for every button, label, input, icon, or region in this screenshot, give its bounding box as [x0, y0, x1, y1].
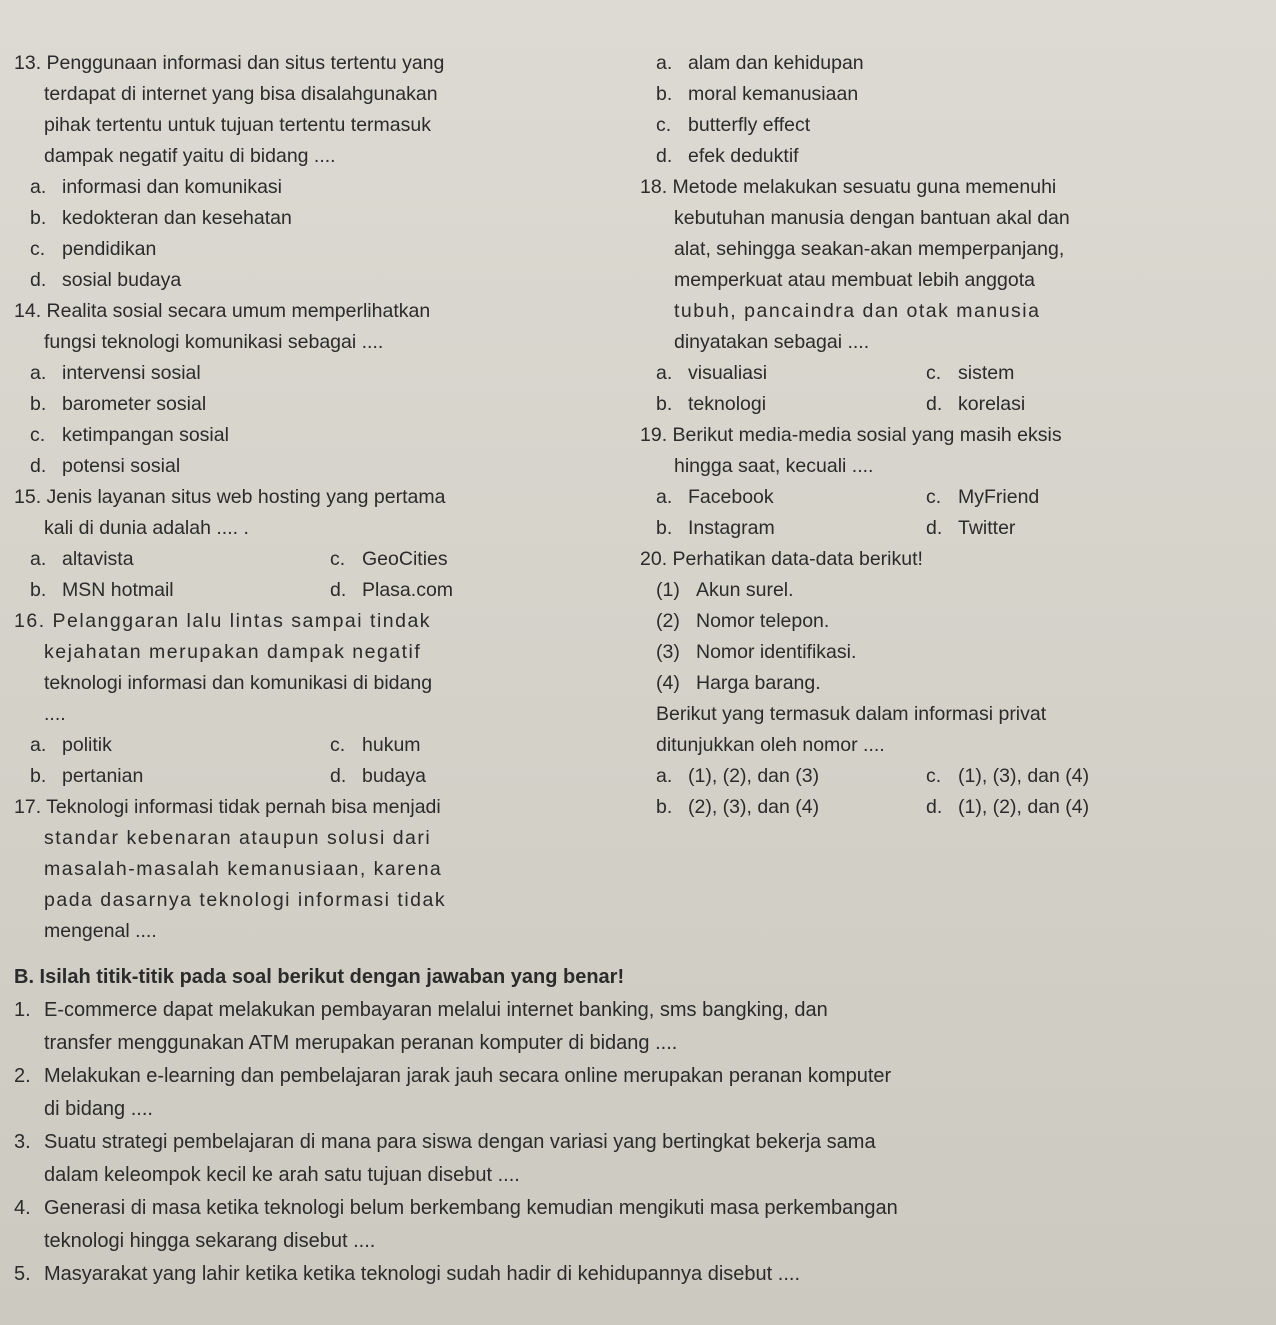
option: a. politik [30, 734, 112, 756]
question-20-continuation [640, 699, 1260, 761]
fill-in-item-3: 3. Suatu strategi pembelajaran di mana para siswa dengan variasi yang bertingkat bekerja sama dalam keleompok kecil ke arah satu tujuan disebut .... [14, 1131, 876, 1186]
data-list [640, 575, 1260, 699]
question-text-line: kejahatan merupakan dampak negatif [44, 641, 422, 663]
option: b. kedokteran dan kesehatan [30, 207, 292, 229]
option: b. barometer sosial [30, 393, 207, 415]
list-item: (2) Nomor telepon. [656, 610, 830, 632]
question-text-line: kali di dunia adalah .... . [44, 517, 249, 539]
options-grid [640, 761, 1260, 823]
question-text-line: terdapat di internet yang bisa disalahgunakan [44, 83, 438, 105]
question-text-line: 16. Pelanggaran lalu lintas sampai tindak [14, 610, 432, 632]
question-text-line: tubuh, pancaindra dan otak manusia [674, 300, 1041, 322]
question-15 [14, 482, 602, 544]
question-19 [640, 420, 1260, 482]
option: d. potensi sosial [30, 455, 181, 477]
question-14 [14, 296, 602, 358]
section-b [14, 960, 1264, 1291]
left-column [14, 48, 602, 947]
question-text-line: dampak negatif yaitu di bidang .... [44, 145, 336, 167]
fill-in-item-5: 5. Masyarakat yang lahir ketika ketika teknologi sudah hadir di kehidupannya disebut .... [14, 1263, 801, 1285]
question-text-line: teknologi informasi dan komunikasi di bidang [44, 672, 433, 694]
options-grid [14, 730, 602, 792]
question-text-line: pihak tertentu untuk tujuan tertentu termasuk [44, 114, 431, 136]
question-17 [14, 792, 602, 947]
option: d. budaya [330, 765, 426, 787]
option: c. MyFriend [926, 486, 1040, 508]
option: b. moral kemanusiaan [656, 83, 859, 105]
option: c. butterfly effect [656, 114, 811, 136]
option: a. (1), (2), dan (3) [656, 765, 820, 787]
fill-in-item-2: 2. Melakukan e-learning dan pembelajaran jarak jauh secara online merupakan peranan komputer di bidang .... [14, 1065, 892, 1120]
option: c. GeoCities [330, 548, 448, 570]
list-item: (4) Harga barang. [656, 672, 821, 694]
options-grid [640, 358, 1260, 420]
question-text-line: .... [44, 703, 66, 725]
option: d. korelasi [926, 393, 1026, 415]
section-b-title: B. Isilah titik-titik pada soal berikut dengan jawaban yang benar! [14, 966, 625, 988]
option: a. alam dan kehidupan [656, 52, 864, 74]
question-16 [14, 606, 602, 730]
question-text-line: standar kebenaran ataupun solusi dari [44, 827, 432, 849]
options-grid [640, 482, 1260, 544]
option: a. altavista [30, 548, 134, 570]
option: a. Facebook [656, 486, 774, 508]
option: c. sistem [926, 362, 1015, 384]
question-text-line: ditunjukkan oleh nomor .... [656, 734, 885, 756]
option: a. intervensi sosial [30, 362, 201, 384]
option: d. (1), (2), dan (4) [926, 796, 1090, 818]
option: b. Instagram [656, 517, 775, 539]
option: b. MSN hotmail [30, 579, 174, 601]
question-text-line: 18. Metode melakukan sesuatu guna memenuhi [640, 176, 1057, 198]
question-text-line: pada dasarnya teknologi informasi tidak [44, 889, 447, 911]
fill-in-item-4: 4. Generasi di masa ketika teknologi belum berkembang kemudian mengikuti masa perkembangan teknologi hingga sekarang disebut .... [14, 1197, 898, 1252]
question-text-line: 20. Perhatikan data-data berikut! [640, 548, 923, 570]
question-text-line: masalah-masalah kemanusiaan, karena [44, 858, 443, 880]
question-text-line: fungsi teknologi komunikasi sebagai .... [44, 331, 384, 353]
option: d. Twitter [926, 517, 1016, 539]
option: b. pertanian [30, 765, 144, 787]
option: d. sosial budaya [30, 269, 182, 291]
option: a. visualiasi [656, 362, 768, 384]
question-text-line: hingga saat, kecuali .... [674, 455, 874, 477]
question-text-line: alat, sehingga seakan-akan memperpanjang, [674, 238, 1065, 260]
question-text-line: 13. Penggunaan informasi dan situs tertentu yang [14, 52, 445, 74]
question-text-line: 15. Jenis layanan situs web hosting yang pertama [14, 486, 446, 508]
option: a. informasi dan komunikasi [30, 176, 283, 198]
question-text-line: memperkuat atau membuat lebih anggota [674, 269, 1035, 291]
option: c. ketimpangan sosial [30, 424, 229, 446]
option: b. (2), (3), dan (4) [656, 796, 820, 818]
option: c. hukum [330, 734, 421, 756]
question-text-line: 19. Berikut media-media sosial yang masih eksis [640, 424, 1062, 446]
question-text-line: dinyatakan sebagai .... [674, 331, 870, 353]
question-text-line: kebutuhan manusia dengan bantuan akal dan [674, 207, 1070, 229]
option: d. Plasa.com [330, 579, 454, 601]
options-grid [14, 544, 602, 606]
question-13 [14, 48, 602, 172]
fill-in-item-1: 1. E-commerce dapat melakukan pembayaran melalui internet banking, sms bangking, dan transfer menggunakan ATM merupakan peranan komputer di bidang .... [14, 999, 828, 1054]
option: d. efek deduktif [656, 145, 799, 167]
option: b. teknologi [656, 393, 767, 415]
question-text-line: Berikut yang termasuk dalam informasi privat [656, 703, 1047, 725]
list-item: (3) Nomor identifikasi. [656, 641, 857, 663]
question-text-line: mengenal .... [44, 920, 157, 942]
option: c. (1), (3), dan (4) [926, 765, 1090, 787]
option: c. pendidikan [30, 238, 157, 260]
question-18 [640, 172, 1260, 358]
question-20 [640, 544, 1260, 575]
list-item: (1) Akun surel. [656, 579, 794, 601]
question-text-line: 14. Realita sosial secara umum memperlihatkan [14, 300, 431, 322]
right-column [640, 48, 1260, 823]
question-text-line: 17. Teknologi informasi tidak pernah bisa menjadi [14, 796, 441, 818]
